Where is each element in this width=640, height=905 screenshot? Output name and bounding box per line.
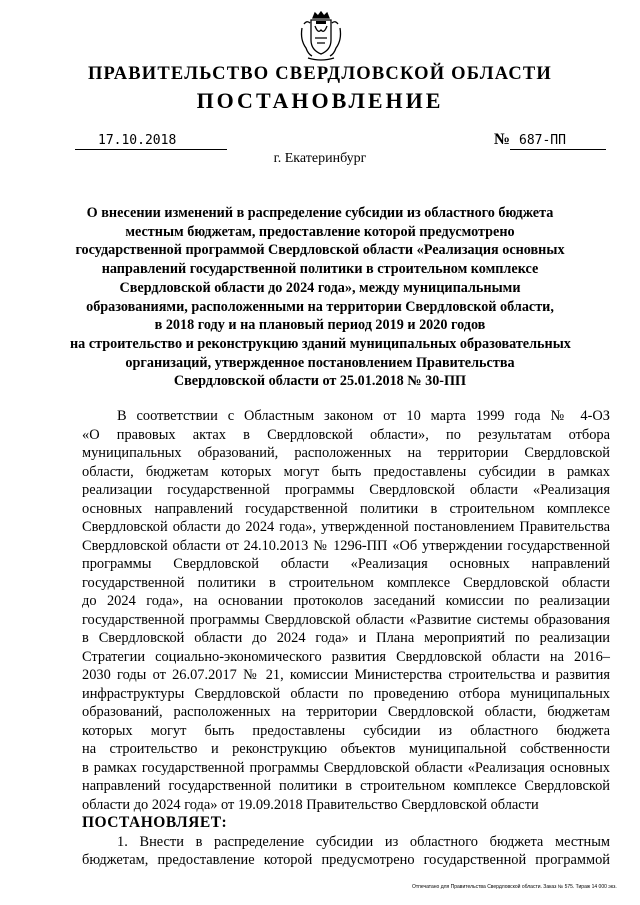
date-underline: [75, 149, 227, 150]
number-label: №: [494, 131, 511, 148]
preamble-line: муниципальных образований, расположенных на территории Свердловской: [82, 445, 610, 461]
document-type: ПОСТАНОВЛЕНИЕ: [196, 88, 444, 113]
preamble-line: в Свердловской области до 2024 года» и Плана мероприятий по реализации: [82, 630, 610, 646]
title-line: в 2018 году и на плановый период 2019 и 2020 годов: [154, 317, 486, 334]
title-line: Свердловской области от 25.01.2018 № 30-ПП: [173, 373, 467, 390]
preamble-line: программы Свердловской области «Реализация основных направлений: [82, 556, 610, 572]
document-number: 687-ПП: [519, 133, 566, 148]
resolve-heading: ПОСТАНОВЛЯЕТ:: [82, 814, 228, 831]
preamble-line: инфраструктуры Свердловской области по проведению отбора муниципальных: [82, 685, 610, 702]
preamble-line: на строительство и реконструкцию объектов муниципальной собственности: [82, 741, 610, 757]
title-line: государственной программой Свердловской области «Реализация основных: [75, 242, 565, 259]
preamble-line: Свердловской области от 24.10.2013 № 1296-ПП «Об утверждении государственной: [82, 537, 610, 554]
preamble-line: области, бюджетам которых могут быть предоставлены субсидии в рамках: [82, 463, 610, 480]
preamble-line: государственной политики в строительном комплексе Свердловской области: [82, 574, 610, 591]
preamble-line: направлений государственной политики в строительном комплексе Свердловской: [82, 778, 610, 794]
title-line: образованиями, расположенными на территории Свердловской области,: [86, 298, 554, 315]
print-footer: Отпечатано для Правительства Свердловской области. Заказ № 575. Тираж 14 000 экз.: [412, 884, 617, 890]
title-line: на строительство и реконструкцию зданий муниципальных образовательных: [70, 335, 571, 352]
preamble-line: Свердловской области до 2024 года», утвержденной постановлением Правительства: [82, 519, 610, 535]
title-line: направлений государственной политики в строительном комплексе: [101, 261, 539, 278]
preamble-line: государственной программы Свердловской области «Развитие системы образования: [82, 611, 610, 628]
preamble-line: «О правовых актах в Свердловской области», по результатам отбора: [82, 426, 610, 443]
coat-of-arms-icon: [298, 10, 344, 62]
preamble-line: образований, расположенных на территории Свердловской области, бюджетам: [82, 704, 610, 720]
title-line: организаций, утвержденное постановлением Правительства: [125, 354, 515, 371]
document-title: [70, 204, 570, 391]
title-line: местным бюджетам, предоставление которой предусмотрено: [125, 223, 515, 240]
preamble-line: реализации государственной программы Свердловской области «Реализация: [82, 482, 610, 498]
preamble-line: до 2024 года», на основании протоколов заседаний комиссии по реализации: [82, 593, 610, 609]
title-line: О внесении изменений в распределение субсидии из областного бюджета: [86, 205, 554, 221]
preamble-line: основных направлений государственной политики в строительном комплексе: [82, 500, 610, 517]
title-line: Свердловской области до 2024 года», между муниципальными: [119, 279, 521, 296]
preamble-line: области до 2024 года» от 19.09.2018 Правительство Свердловской области: [82, 796, 539, 813]
document-body: [82, 407, 610, 870]
preamble-line: Стратегии социально-экономического развития Свердловской области на 2016–: [82, 648, 610, 665]
document-date: 17.10.2018: [98, 133, 177, 148]
item-1-line: бюджетам, предоставление которой предусмотрено государственной программой: [82, 852, 610, 868]
number-underline: [510, 149, 606, 150]
organization-name: ПРАВИТЕЛЬСТВО СВЕРДЛОВСКОЙ ОБЛАСТИ: [87, 64, 553, 84]
preamble-line: в рамках государственной программы Свердловской области «Реализация основных: [82, 759, 610, 776]
preamble-line: В соответствии с Областным законом от 10 марта 1999 года № 4-ОЗ: [117, 408, 610, 424]
city: г. Екатеринбург: [273, 151, 367, 166]
preamble-line: 2030 годы от 26.07.2017 № 21, комиссии Министерства строительства и развития: [82, 667, 610, 683]
item-1-line: 1. Внести в распределение субсидии из областного бюджета местным: [117, 833, 610, 850]
preamble-line: которых могут быть предоставлены субсидии из областного бюджета: [82, 722, 610, 739]
